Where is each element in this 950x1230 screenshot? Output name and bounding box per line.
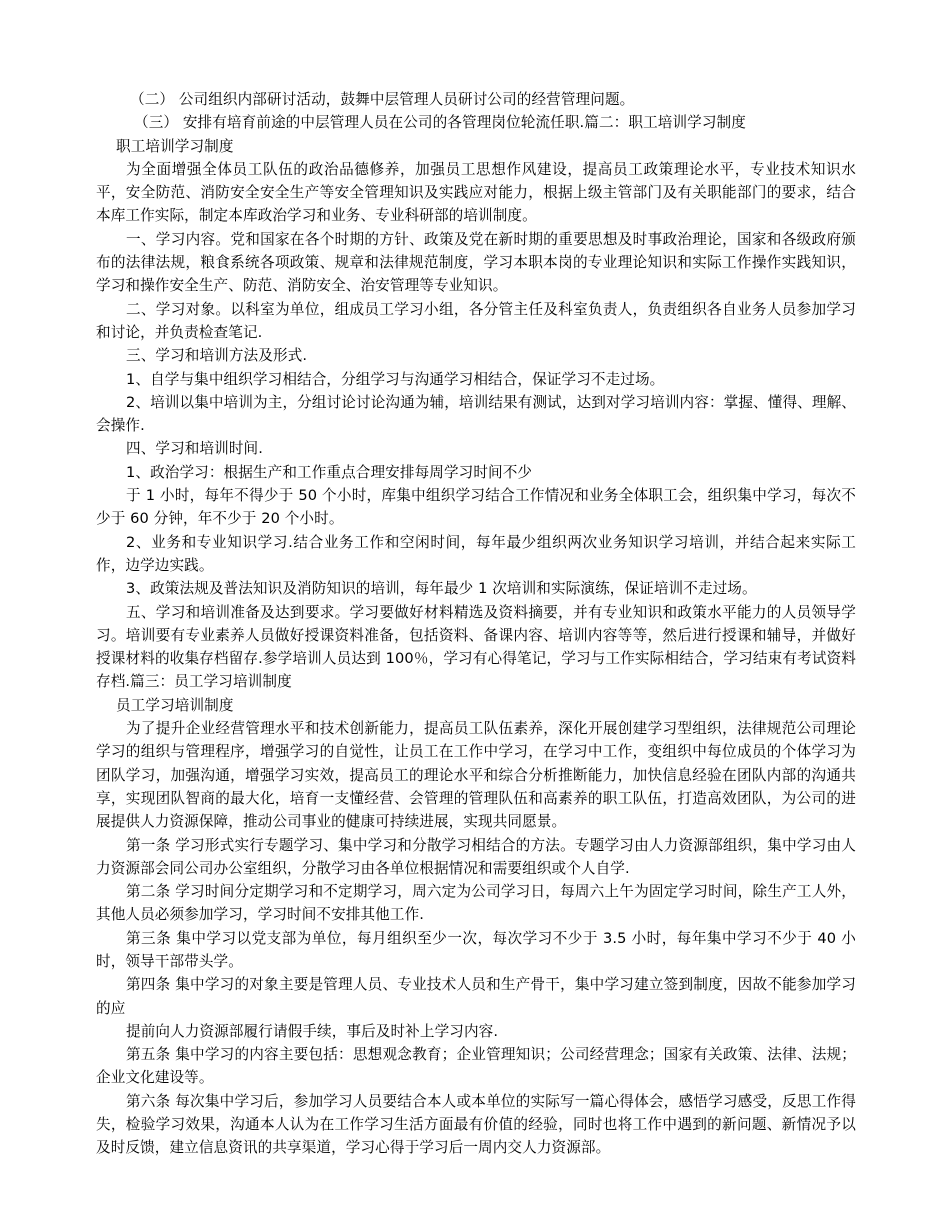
paragraph: 第六条 每次集中学习后，参加学习人员要结合本人或本单位的实际写一篇心得体会，感悟学习感受，反思工作得失，检验学习效果，沟通本人认为在工作学习生活方面最有价值的经验，同时也将工作中遇到的新问题、新情况予以及时反馈，建立信息资讯的共享渠道，学习心得于学习后一周内交人力资源部。 [96,1092,856,1157]
paragraph: 一、学习内容。党和国家在各个时期的方针、政策及党在新时期的重要思想及时事政治理论，国家和各级政府颁布的法律法规，粮食系统各项政策、规章和法律规范制度，学习本职本岗的专业理论知识和实际工作操作实践知识，学习和操作安全生产、防范、消防安全、治安管理等专业知识。 [96,230,856,295]
paragraph: 四、学习和培训时间. [126,440,263,458]
paragraph: 2、业务和专业知识学习.结合业务工作和空闲时间，每年最少组织两次业务知识学习培训，并结合起来实际工作，边学边实践。 [96,533,856,574]
paragraph: 第一条 学习形式实行专题学习、集中学习和分散学习相结合的方法。专题学习由人力资源部组织，集中学习由人力资源部会同公司办公室组织，分散学习由各单位根据情况和需要组织或个人自学. [96,836,856,877]
paragraph: 第二条 学习时间分定期学习和不定期学习，周六定为公司学习日，每周六上午为固定学习时间，除生产工人外，其他人员必须参加学习，学习时间不安排其他工作. [96,883,856,924]
paragraph: 第五条 集中学习的内容主要包括：思想观念教育；企业管理知识；公司经营理念；国家有关政策、法律、法规；企业文化建设等。 [96,1046,856,1087]
paragraph: （三） 安排有培育前途的中层管理人员在公司的各管理岗位轮流任职.篇二：职工培训学习制度 [134,114,746,132]
paragraph: 1、政治学习：根据生产和工作重点合理安排每周学习时间不少 [126,463,533,481]
paragraph: 三、学习和培训方法及形式. [126,347,308,365]
paragraph: 3、政策法规及普法知识及消防知识的培训，每年最少 1 次培训和实际演练，保证培训不走过场。 [126,580,757,598]
document-body [96,88,856,1160]
section-title: 职工培训学习制度 [116,137,234,155]
paragraph: 提前向人力资源部履行请假手续，事后及时补上学习内容. [126,1022,499,1040]
paragraph: 为全面增强全体员工队伍的政治品德修养，加强员工思想作风建设，提高员工政策理论水平，专业技术知识水平，安全防范、消防安全安全生产等安全管理知识及实践应对能力，根据上级主管部门及有关职能部门的要求，结合本库工作实际，制定本库政治学习和业务、专业科研部的培训制度。 [96,160,856,225]
paragraph: （二） 公司组织内部研讨活动，鼓舞中层管理人员研讨公司的经营管理问题。 [130,91,635,108]
paragraph: 为了提升企业经营管理水平和技术创新能力，提高员工队伍素养，深化开展创建学习型组织，法律规范公司理论学习的组织与管理程序，增强学习的自觉性，让员工在工作中学习，在学习中工作，变组织中每位成员的个体学习为团队学习，加强沟通，增强学习实效，提高员工的理论水平和综合分析推断能力，加快信息经验在团队内部的沟通共享，实现团队智商的最大化，培育一支懂经营、会管理的管理队伍和高素养的职工队伍，打造高效团队，为公司的进展提供人力资源保障，推动公司事业的健康可持续进展，实现共同愿景。 [96,720,856,831]
paragraph: 五、学习和培训准备及达到要求。学习要做好材料精选及资料摘要，并有专业知识和政策水平能力的人员领导学习。培训要有专业素养人员做好授课资料准备，包括资料、备课内容、培训内容等等，然后进行授课和辅导，并做好授课材料的收集存档留存.参学培训人员达到 100％，学习有心得笔记，学习与工作实际相结合，学习结束有考试资料存档.篇三：员工学习培训制度 [96,603,856,691]
paragraph: 第四条 集中学习的对象主要是管理人员、专业技术人员和生产骨干，集中学习建立签到制度，因故不能参加学习的应 [96,976,856,1017]
paragraph: 于 1 小时，每年不得少于 50 个小时，库集中组织学习结合工作情况和业务全体职工会，组织集中学习，每次不少于 60 分钟，年不少于 20 个小时。 [96,487,856,528]
paragraph: 2、培训以集中培训为主，分组讨论讨论沟通为辅，培训结果有测试，达到对学习培训内容：掌握、懂得、理解、会操作. [96,393,856,435]
paragraph: 1、自学与集中组织学习相结合，分组学习与沟通学习相结合，保证学习不走过场。 [126,370,665,388]
paragraph: 第三条 集中学习以党支部为单位，每月组织至少一次，每次学习不少于 3.5 小时，每年集中学习不少于 40 小时，领导干部带头学。 [96,929,856,970]
section-title: 员工学习培训制度 [116,696,234,714]
paragraph: 二、学习对象。以科室为单位，组成员工学习小组，各分管主任及科室负责人，负责组织各自业务人员参加学习和讨论，并负责检查笔记. [96,300,856,341]
